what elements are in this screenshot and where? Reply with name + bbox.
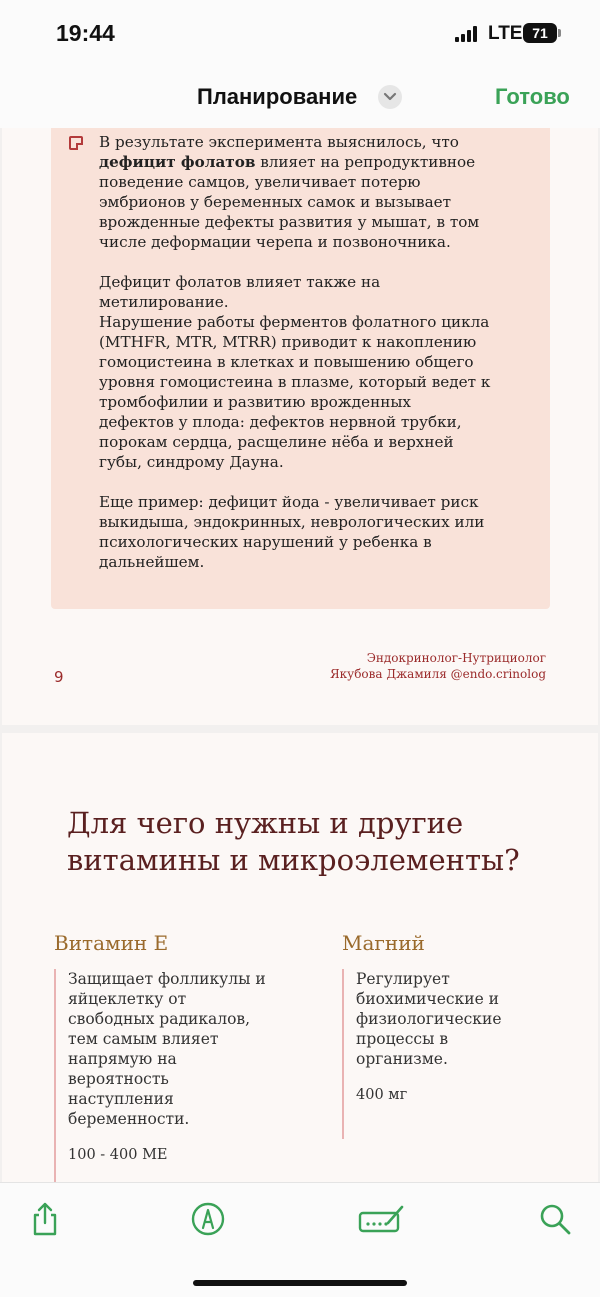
note-line: Нарушение работы ферментов фолатного цикла bbox=[99, 313, 490, 331]
dose-label: 100 - 400 МЕ bbox=[68, 1147, 168, 1163]
document-title[interactable]: Планирование bbox=[197, 84, 358, 109]
section-title-line: Для чего нужны и другие bbox=[67, 806, 464, 840]
note-line: эмбрионов у беременных самок и вызывает bbox=[99, 193, 452, 211]
note-line: В результате эксперимента выяснилось, что bbox=[99, 133, 459, 151]
note-line: поведение самцов, увеличивает потерю bbox=[99, 173, 421, 191]
share-icon[interactable] bbox=[27, 1201, 63, 1237]
note-line: выкидыша, эндокринных, неврологических или bbox=[99, 513, 485, 531]
battery-level: 71 bbox=[532, 25, 548, 41]
bottom-toolbar bbox=[0, 1182, 600, 1297]
section-title-line: витамины и микроэлементы? bbox=[67, 843, 520, 877]
status-time: 19:44 bbox=[56, 20, 115, 46]
note-line: гомоцистеина в клетках и повышению общего bbox=[99, 353, 474, 371]
author-title: Эндокринолог-Нутрициолог bbox=[366, 651, 546, 665]
signal-icon bbox=[455, 26, 481, 42]
note-line: дальнейшем. bbox=[99, 553, 205, 571]
network-label: LTE bbox=[488, 23, 523, 44]
section-title bbox=[67, 805, 547, 879]
author-credit bbox=[330, 650, 546, 682]
magnesium-column bbox=[342, 931, 562, 1103]
note-line: губы, синдрому Дауна. bbox=[99, 453, 284, 471]
author-name: Якубова Джамиля @endo.crinolog bbox=[329, 667, 546, 681]
status-bar bbox=[0, 0, 600, 70]
nav-bar bbox=[0, 70, 600, 128]
column-text: Защищает фолликулы и яйцеклетку от свободных радикалов, тем самым влияет напрямую на вероятность наступления беременности. bbox=[68, 970, 266, 1128]
vitamin-e-column bbox=[54, 931, 314, 1163]
note-line: Еще пример: дефицит йода - увеличивает риск bbox=[99, 493, 479, 511]
page-number: 9 bbox=[54, 668, 64, 686]
battery-icon bbox=[523, 23, 557, 43]
note-line: числе деформации черепа и позвоночника. bbox=[99, 233, 451, 251]
note-line: (MTHFR, MTR, MTRR) приводит к накоплению bbox=[99, 333, 477, 351]
title-menu-chevron-icon[interactable] bbox=[378, 85, 402, 109]
home-indicator bbox=[193, 1280, 407, 1286]
dose-label: 400 мг bbox=[356, 1087, 408, 1103]
note-box bbox=[51, 128, 550, 609]
note-text bbox=[99, 132, 529, 572]
note-icon bbox=[69, 136, 83, 150]
note-line: уровня гомоцистеина в плазме, который ведет к bbox=[99, 373, 491, 391]
column-heading: Магний bbox=[342, 931, 425, 955]
note-line: психологических нарушений у ребенка в bbox=[99, 533, 432, 551]
column-heading: Витамин Е bbox=[54, 931, 169, 955]
search-icon[interactable] bbox=[537, 1201, 573, 1237]
note-line: метилирование. bbox=[99, 293, 229, 311]
column-body bbox=[342, 969, 502, 1139]
note-line: дефицит фолатов влияет на репродуктивное bbox=[99, 153, 476, 171]
battery-cap bbox=[558, 29, 561, 37]
document-page-9 bbox=[2, 128, 598, 725]
signature-icon[interactable] bbox=[358, 1201, 406, 1237]
note-line: Дефицит фолатов влияет также на bbox=[99, 273, 381, 291]
column-text: Регулирует биохимические и физиологические процессы в организме. bbox=[356, 970, 502, 1068]
note-line: порокам сердца, расщелине нёба и верхней bbox=[99, 433, 454, 451]
done-button[interactable]: Готово bbox=[495, 84, 570, 109]
markup-pen-icon[interactable] bbox=[190, 1201, 226, 1237]
bold-term: дефицит фолатов bbox=[99, 153, 256, 171]
note-line: врожденные дефекты развития у мышат, в том bbox=[99, 213, 480, 231]
document-page-10 bbox=[2, 733, 598, 1193]
note-line: тромбофилии и развитию врожденных bbox=[99, 393, 411, 411]
note-line: дефектов у плода: дефектов нервной трубки, bbox=[99, 413, 462, 431]
